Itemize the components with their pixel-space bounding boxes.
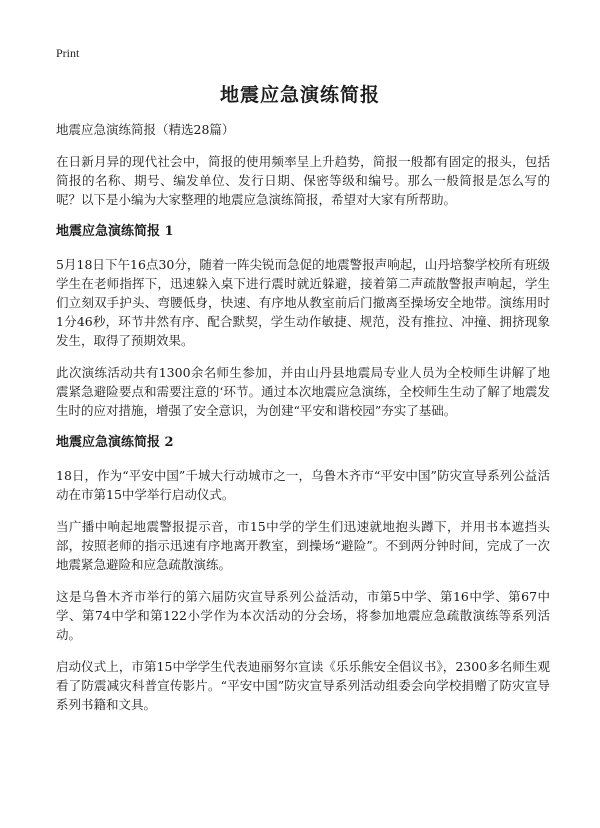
section-heading-2: 地震应急演练简报 2 — [56, 435, 174, 450]
document-subtitle: 地震应急演练简报（精选28篇） — [56, 122, 235, 137]
page-title: 地震应急演练简报 — [219, 84, 380, 106]
section-2-paragraph-4: 启动仪式上，市第15中学学生代表迪丽努尔宣读《乐乐熊安全倡议书》，2300多名师生观看了防震减灾科普宣传影片。“平安中国”防灾宣导系列活动组委会向学校捐赠了防灾宣导系列书籍和文具。 — [56, 659, 550, 712]
section-2-paragraph-3: 这是乌鲁木齐市举行的第六届防灾宣导系列公益活动，市第5中学、第16中学、第67中学、第74中学和第122小学作为本次活动的分会场，将参加地震应急疏散演练等系列活动。 — [56, 589, 550, 642]
intro-paragraph: 在日新月异的现代社会中，简报的使用频率呈上升趋势，简报一般都有固定的报头，包括简报的名称、期号、编发单位、发行日期、保密等级和编号。那么一般简报是怎么写的呢？以下是小编为大家整理的地震应急演练简报，希望对大家有所帮助。 — [56, 154, 550, 207]
section-1-paragraph-1: 5月18日下午16点30分，随着一阵尖锐而急促的地震警报声响起，山丹培黎学校所有班级学生在老师指挥下，迅速躲入桌下进行震时就近躲避，接着第二声疏散警报声响起，学生们立刻双手护头、弯腰低身，快速、有序地从教室前后门撤离至操场安全地带。演练用时1分46秒，环节井然有序、配合默契，学生动作敏捷、规范，没有推拉、冲撞、拥挤现象发生，取得了预期效果。 — [56, 257, 550, 348]
section-2-paragraph-1: 18日，作为“平安中国”千城大行动城市之一，乌鲁木齐市“平安中国”防灾宣导系列公益活动在市第15中学举行启动仪式。 — [56, 468, 550, 502]
section-1-paragraph-2: 此次演练活动共有1300余名师生参加，并由山丹县地震局专业人员为全校师生讲解了地震紧急避险要点和需要注意的‘环节。通过本次地震应急演练，全校师生生动了解了地震发生时的应对措施，增强了安全意识，为创建“平安和谐校园”夯实了基础。 — [56, 365, 550, 418]
section-2-paragraph-2: 当广播中响起地震警报提示音，市15中学的学生们迅速就地抱头蹲下，并用书本遮挡头部，按照老师的指示迅速有序地离开教室，到操场“避险”。不到两分钟时间，完成了一次地震紧急避险和应急疏散演练。 — [56, 519, 550, 572]
document-body — [56, 120, 550, 727]
print-link[interactable]: Print — [56, 46, 80, 60]
section-heading-1: 地震应急演练简报 1 — [56, 224, 174, 239]
